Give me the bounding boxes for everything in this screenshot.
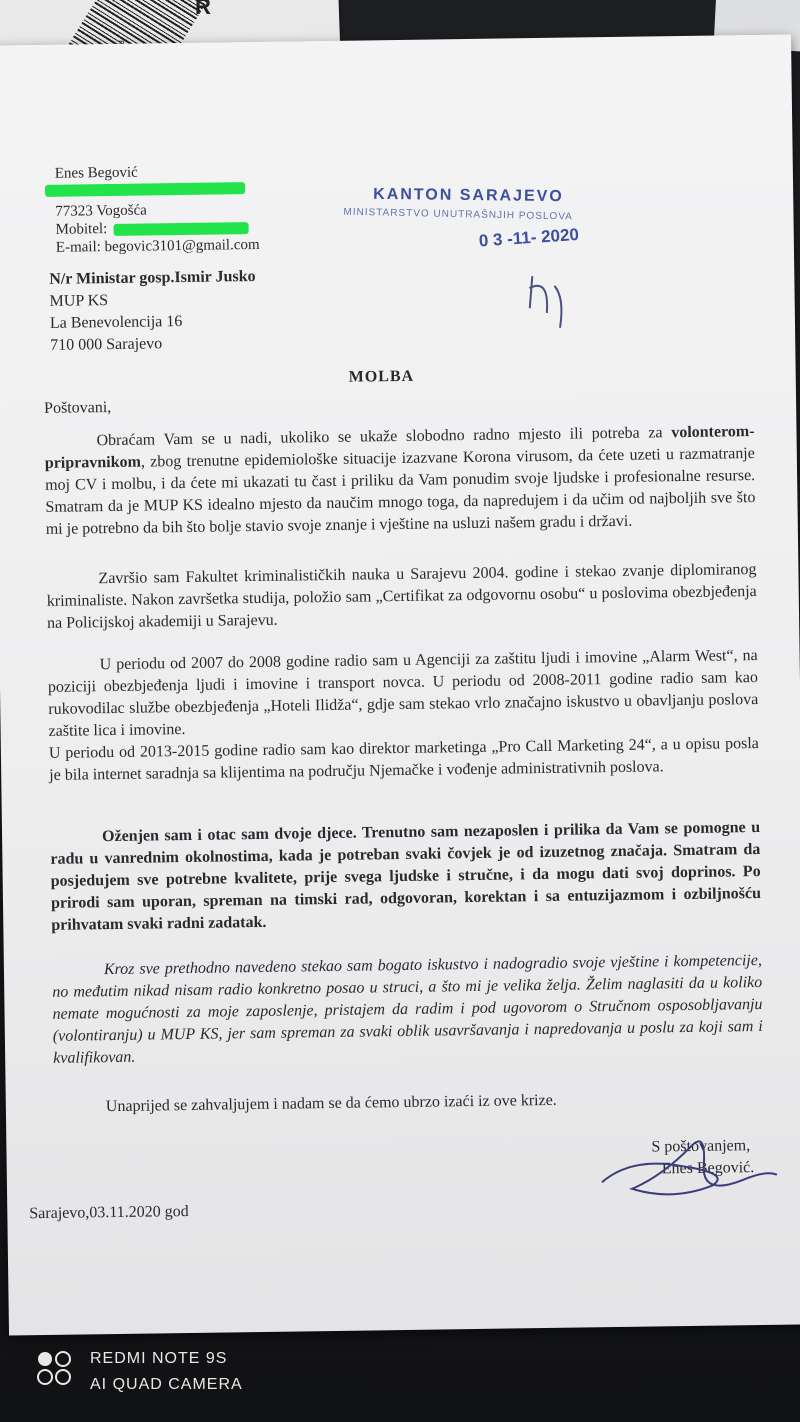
paragraph-1: Obraćam Vam se u nadi, ukoliko se ukaže slobodno radno mjesto ili potreba za volonterom-pripravnikom, zbog trenutne epidemiološke situacije izazvane Korona virusom, da ćete uzeti u razmatranje moj CV i molbu, i da ćete mi ukazati tu čast i priliku da Vam ponudim svoje ljudske i profesionalne resurse. Smatram da je MUP KS idealno mjesto da naučim mnogo toga, da napredujem i da učim od najboljih sve što mi je potrebno da bih što bolje stavio svoje znanje i vještine na usluzi našem gradu i državi. [44,423,756,538]
sender-email: E-mail: begovic3101@gmail.com [55,236,260,256]
stamp-title: KANTON SARAJEVO [373,185,564,206]
paragraph-5: Oženjen sam i otac sam dvoje djece. Trenutno sam nezaposlen i prilika da Vam se pomogne u radu u vanrednim okolnostima, kada je potreban svaki čovjek je od izuzetnog značaja. Smatram da posjedujem sve potrebne kvalitete, prije svega ljudske i stručne, i da mogu dati svoj doprinos. Po prirodi sam uporan, spreman na timski rad, odgovoran, korektan i sa entuzijazmom i ozbiljnošću prihvatam svaki radni zadatak. [50,818,762,934]
watermark-line-1: REDMI NOTE 9S [90,1350,228,1367]
watermark-line-2: AI QUAD CAMERA [90,1376,243,1393]
camera-watermark [90,1346,243,1398]
letter-heading: MOLBA [348,367,415,386]
recipient-attention: N/r Ministar gosp.Ismir Jusko [49,267,256,288]
stamp-date: 0 3 -11- 2020 [478,224,580,251]
highlight-role: volonterom-pripravnikom [44,423,755,472]
signature-name: Enes Begović. [661,1159,755,1178]
envelope-letter: R [195,0,211,19]
recipient-org: MUP KS [49,292,109,310]
redaction-mark [114,222,249,236]
paragraph-6: Kroz sve prethodno navedeno stekao sam bogato iskustvo i nadogradio svoje vještine i kompetencije, no međutim nikad nisam radio konkretno posao u struci, a što mi je velika želja. Želim naglasiti da u koliko nemate mogućnosti za moje zaposlenje, pristajem da radim i pod ugovorom o Stručnom osposobljavanju (volontiranju) u MUP KS, jer sam spreman za svaki oblik usavršavanja i napredovanja u poslu za koji sam i kvalifikovan. [52,951,763,1067]
initial-mark [524,268,575,339]
paragraph-3: U periodu od 2007 do 2008 godine radio sam u Agenciji za zaštitu ljudi i imovine „Alarm West“, na poziciji obezbjeđenja ljudi i imovine i transport novca. U periodu od 2008-2011 godine radio sam kao rukovodilac službe obezbjeđenja „Hoteli Ilidža“, gdje sam stekao vrlo značajno iskustvo u obavljanju poslova zaštite lica i imovine. [47,647,759,740]
sender-mobile: Mobitel: [55,221,108,238]
place-date: Sarajevo,03.11.2020 god [29,1203,189,1223]
signature [591,1125,782,1208]
recipient-street: La Benevolencija 16 [49,313,183,332]
sender-name: Enes Begović [54,164,138,182]
paragraph-2: Završio sam Fakultet kriminalističkih nauka u Sarajevu 2004. godine i stekao zvanje diplomiranog kriminaliste. Nakon završetka studija, položio sam „Certifikat za odgovornu osobu“ u poslovima obezbjeđenja na Policijskoj akademiji u Sarajevu. [46,561,757,632]
redaction-mark [45,182,245,197]
closing: S poštovanjem, [651,1137,751,1156]
paragraph-4: U periodu od 2013-2015 godine radio sam kao direktor marketinga „Pro Call Marketing 24“, a u opisu posla je bila internet saradnja sa klijentima na području Njemačke i vođenje administrativnih poslova. [48,734,759,784]
sender-city: 77323 Vogošća [55,202,147,220]
stamp-ministry: MINISTARSTVO UNUTRAŠNJIH POSLOVA [343,206,573,223]
recipient-city: 710 000 Sarajevo [50,335,163,354]
letter-page [0,34,800,1335]
camera-logo-icon [35,1349,75,1389]
paragraph-7: Unaprijed se zahvaljujem i nadam se da ćemo ubrzo izaći iz ove krize. [105,1091,557,1116]
salutation: Poštovani, [43,399,112,417]
